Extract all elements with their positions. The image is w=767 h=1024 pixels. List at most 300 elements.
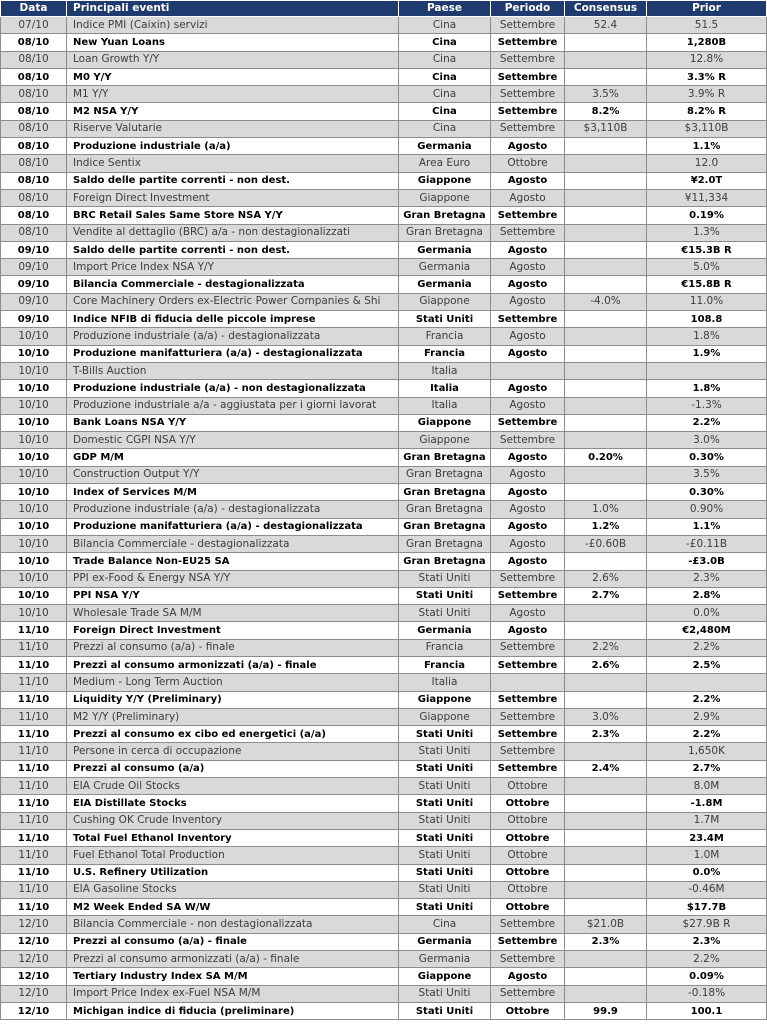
row-period: Agosto	[491, 535, 565, 552]
row-country: Italia	[399, 674, 491, 691]
row-country: Stati Uniti	[399, 881, 491, 898]
row-consensus	[565, 259, 647, 276]
row-date: 10/10	[1, 345, 67, 362]
row-country: Gran Bretagna	[399, 449, 491, 466]
table-row	[1, 639, 767, 656]
row-date: 11/10	[1, 864, 67, 881]
row-event: M2 Week Ended SA W/W	[67, 899, 399, 916]
row-prior: 2.2%	[647, 726, 767, 743]
row-consensus	[565, 224, 647, 241]
table-row	[1, 259, 767, 276]
row-period: Settembre	[491, 760, 565, 777]
table-row	[1, 933, 767, 950]
row-event: Bilancia Commerciale - destagionalizzata	[67, 535, 399, 552]
row-country: Gran Bretagna	[399, 553, 491, 570]
row-date: 08/10	[1, 86, 67, 103]
row-event: Trade Balance Non-EU25 SA	[67, 553, 399, 570]
table-row	[1, 224, 767, 241]
table-row	[1, 362, 767, 379]
row-event: BRC Retail Sales Same Store NSA Y/Y	[67, 207, 399, 224]
row-consensus	[565, 985, 647, 1002]
row-country: Germania	[399, 241, 491, 258]
row-prior: 23.4M	[647, 829, 767, 846]
row-event: M1 Y/Y	[67, 86, 399, 103]
row-consensus: 8.2%	[565, 103, 647, 120]
row-period: Ottobre	[491, 155, 565, 172]
row-consensus	[565, 328, 647, 345]
table-row	[1, 397, 767, 414]
table-row	[1, 916, 767, 933]
row-country: Stati Uniti	[399, 743, 491, 760]
row-date: 09/10	[1, 259, 67, 276]
row-date: 10/10	[1, 605, 67, 622]
row-country: Stati Uniti	[399, 587, 491, 604]
row-event: New Yuan Loans	[67, 34, 399, 51]
row-event: Liquidity Y/Y (Preliminary)	[67, 691, 399, 708]
row-period: Settembre	[491, 916, 565, 933]
row-prior: -£0.11B	[647, 535, 767, 552]
row-date: 11/10	[1, 795, 67, 812]
row-period: Settembre	[491, 726, 565, 743]
row-event: Produzione industriale (a/a)	[67, 138, 399, 155]
row-country: Germania	[399, 138, 491, 155]
row-period: Agosto	[491, 622, 565, 639]
row-consensus: 3.0%	[565, 708, 647, 725]
row-consensus: 2.4%	[565, 760, 647, 777]
row-country: Gran Bretagna	[399, 501, 491, 518]
table-row	[1, 968, 767, 985]
row-prior: €15.3B R	[647, 241, 767, 258]
row-period: Agosto	[491, 605, 565, 622]
row-country: Giappone	[399, 691, 491, 708]
row-event: PPI NSA Y/Y	[67, 587, 399, 604]
row-consensus: 2.3%	[565, 933, 647, 950]
row-period: Ottobre	[491, 795, 565, 812]
row-date: 10/10	[1, 484, 67, 501]
row-prior	[647, 674, 767, 691]
row-date: 07/10	[1, 17, 67, 34]
row-event: Prezzi al consumo (a/a) - finale	[67, 933, 399, 950]
row-prior: 8.0M	[647, 778, 767, 795]
row-consensus	[565, 207, 647, 224]
row-event: Produzione industriale (a/a) - destagionalizzata	[67, 501, 399, 518]
row-event: Foreign Direct Investment	[67, 189, 399, 206]
row-prior: $17.7B	[647, 899, 767, 916]
row-period	[491, 362, 565, 379]
table-row	[1, 293, 767, 310]
row-prior: 3.5%	[647, 466, 767, 483]
row-country: Stati Uniti	[399, 985, 491, 1002]
row-date: 12/10	[1, 985, 67, 1002]
row-date: 10/10	[1, 466, 67, 483]
table-row	[1, 760, 767, 777]
row-event: Construction Output Y/Y	[67, 466, 399, 483]
row-date: 09/10	[1, 241, 67, 258]
row-consensus	[565, 155, 647, 172]
header-date: Data	[1, 1, 67, 17]
table-row	[1, 484, 767, 501]
row-date: 11/10	[1, 708, 67, 725]
row-consensus: 0.20%	[565, 449, 647, 466]
row-prior: 51.5	[647, 17, 767, 34]
row-period: Settembre	[491, 691, 565, 708]
row-event: Bilancia Commerciale - non destagionalizzata	[67, 916, 399, 933]
row-consensus: 2.7%	[565, 587, 647, 604]
row-period: Agosto	[491, 293, 565, 310]
row-consensus: 1.2%	[565, 518, 647, 535]
row-event: Vendite al dettaglio (BRC) a/a - non destagionalizzati	[67, 224, 399, 241]
row-event: Fuel Ethanol Total Production	[67, 847, 399, 864]
row-prior: 5.0%	[647, 259, 767, 276]
row-date: 11/10	[1, 899, 67, 916]
row-period: Settembre	[491, 51, 565, 68]
row-country: Cina	[399, 51, 491, 68]
row-event: Cushing OK Crude Inventory	[67, 812, 399, 829]
row-event: Medium - Long Term Auction	[67, 674, 399, 691]
row-date: 10/10	[1, 553, 67, 570]
row-country: Giappone	[399, 172, 491, 189]
row-consensus	[565, 432, 647, 449]
row-period: Settembre	[491, 103, 565, 120]
row-period: Settembre	[491, 86, 565, 103]
table-row	[1, 120, 767, 137]
row-period: Agosto	[491, 276, 565, 293]
row-prior: $27.9B R	[647, 916, 767, 933]
row-event: Import Price Index ex-Fuel NSA M/M	[67, 985, 399, 1002]
row-country: Gran Bretagna	[399, 484, 491, 501]
row-date: 11/10	[1, 639, 67, 656]
row-consensus	[565, 362, 647, 379]
row-date: 10/10	[1, 328, 67, 345]
row-country: Stati Uniti	[399, 812, 491, 829]
row-consensus	[565, 414, 647, 431]
table-row	[1, 34, 767, 51]
row-country: Cina	[399, 86, 491, 103]
row-period: Settembre	[491, 432, 565, 449]
row-country: Germania	[399, 622, 491, 639]
header-row	[1, 1, 767, 17]
table-row	[1, 241, 767, 258]
row-country: Gran Bretagna	[399, 518, 491, 535]
row-country: Area Euro	[399, 155, 491, 172]
row-consensus: 3.5%	[565, 86, 647, 103]
table-row	[1, 207, 767, 224]
table-row	[1, 432, 767, 449]
row-consensus	[565, 311, 647, 328]
table-row	[1, 518, 767, 535]
row-consensus	[565, 829, 647, 846]
row-country: Gran Bretagna	[399, 466, 491, 483]
row-prior: ¥2.0T	[647, 172, 767, 189]
row-prior: 2.3%	[647, 933, 767, 950]
row-date: 08/10	[1, 155, 67, 172]
table-row	[1, 553, 767, 570]
row-consensus: -£0.60B	[565, 535, 647, 552]
row-date: 12/10	[1, 1002, 67, 1019]
row-consensus	[565, 34, 647, 51]
table-body	[1, 17, 767, 1020]
row-date: 11/10	[1, 674, 67, 691]
row-period: Ottobre	[491, 829, 565, 846]
row-prior: 1.1%	[647, 518, 767, 535]
row-country: Italia	[399, 397, 491, 414]
row-period: Agosto	[491, 501, 565, 518]
row-period: Agosto	[491, 259, 565, 276]
row-prior: 1.8%	[647, 328, 767, 345]
row-period: Ottobre	[491, 881, 565, 898]
row-event: GDP M/M	[67, 449, 399, 466]
row-period: Ottobre	[491, 778, 565, 795]
table-row	[1, 812, 767, 829]
row-country: Stati Uniti	[399, 795, 491, 812]
row-event: Saldo delle partite correnti - non dest.	[67, 172, 399, 189]
row-consensus: $21.0B	[565, 916, 647, 933]
table-row	[1, 138, 767, 155]
row-date: 08/10	[1, 138, 67, 155]
table-row	[1, 985, 767, 1002]
row-period: Ottobre	[491, 864, 565, 881]
row-prior: -0.18%	[647, 985, 767, 1002]
row-event: Prezzi al consumo armonizzati (a/a) - finale	[67, 656, 399, 673]
row-date: 10/10	[1, 449, 67, 466]
row-event: Bilancia Commerciale - destagionalizzata	[67, 276, 399, 293]
row-event: Loan Growth Y/Y	[67, 51, 399, 68]
row-prior: 2.5%	[647, 656, 767, 673]
row-country: Cina	[399, 34, 491, 51]
row-period: Settembre	[491, 120, 565, 137]
row-country: Cina	[399, 17, 491, 34]
row-date: 08/10	[1, 68, 67, 85]
row-event: Foreign Direct Investment	[67, 622, 399, 639]
header-event: Principali eventi	[67, 1, 399, 17]
row-country: Cina	[399, 103, 491, 120]
row-prior: 100.1	[647, 1002, 767, 1019]
row-consensus	[565, 881, 647, 898]
row-consensus: 2.6%	[565, 570, 647, 587]
row-consensus	[565, 397, 647, 414]
table-row	[1, 899, 767, 916]
row-country: Germania	[399, 259, 491, 276]
row-country: Stati Uniti	[399, 726, 491, 743]
row-period: Agosto	[491, 172, 565, 189]
row-period: Settembre	[491, 34, 565, 51]
table-row	[1, 622, 767, 639]
row-prior: 1.0M	[647, 847, 767, 864]
row-event: Prezzi al consumo ex cibo ed energetici (a/a)	[67, 726, 399, 743]
row-period: Agosto	[491, 397, 565, 414]
row-consensus	[565, 276, 647, 293]
row-event: Michigan indice di fiducia (preliminare)	[67, 1002, 399, 1019]
row-date: 08/10	[1, 172, 67, 189]
row-prior: 0.0%	[647, 605, 767, 622]
row-date: 10/10	[1, 501, 67, 518]
row-consensus: -4.0%	[565, 293, 647, 310]
row-country: Stati Uniti	[399, 311, 491, 328]
row-date: 11/10	[1, 812, 67, 829]
row-country: Giappone	[399, 968, 491, 985]
row-prior: ¥11,334	[647, 189, 767, 206]
row-consensus	[565, 241, 647, 258]
row-country: Francia	[399, 656, 491, 673]
row-prior: $3,110B	[647, 120, 767, 137]
row-prior: 0.09%	[647, 968, 767, 985]
row-date: 11/10	[1, 829, 67, 846]
row-date: 11/10	[1, 847, 67, 864]
row-period: Ottobre	[491, 899, 565, 916]
row-consensus	[565, 345, 647, 362]
row-period: Settembre	[491, 570, 565, 587]
row-date: 11/10	[1, 726, 67, 743]
row-prior: 1.9%	[647, 345, 767, 362]
header-consensus: Consensus	[565, 1, 647, 17]
header-country: Paese	[399, 1, 491, 17]
row-country: Stati Uniti	[399, 847, 491, 864]
table-row	[1, 881, 767, 898]
row-consensus	[565, 691, 647, 708]
row-country: Giappone	[399, 189, 491, 206]
row-prior: 2.2%	[647, 951, 767, 968]
row-period: Settembre	[491, 708, 565, 725]
row-date: 08/10	[1, 103, 67, 120]
row-prior: 2.3%	[647, 570, 767, 587]
table-row	[1, 466, 767, 483]
row-country: Giappone	[399, 708, 491, 725]
row-period: Settembre	[491, 951, 565, 968]
table-row	[1, 328, 767, 345]
row-country: Giappone	[399, 414, 491, 431]
row-period: Settembre	[491, 414, 565, 431]
row-period: Agosto	[491, 138, 565, 155]
row-prior: 12.0	[647, 155, 767, 172]
table-row	[1, 605, 767, 622]
row-event: Persone in cerca di occupazione	[67, 743, 399, 760]
row-country: Cina	[399, 120, 491, 137]
row-consensus	[565, 968, 647, 985]
row-country: Stati Uniti	[399, 899, 491, 916]
row-date: 08/10	[1, 120, 67, 137]
row-prior: 3.0%	[647, 432, 767, 449]
row-prior: 12.8%	[647, 51, 767, 68]
row-event: M2 Y/Y (Preliminary)	[67, 708, 399, 725]
row-country: Giappone	[399, 293, 491, 310]
row-country: Germania	[399, 276, 491, 293]
table-row	[1, 380, 767, 397]
row-period: Settembre	[491, 656, 565, 673]
row-country: Stati Uniti	[399, 778, 491, 795]
row-consensus	[565, 864, 647, 881]
row-period: Settembre	[491, 224, 565, 241]
row-country: Stati Uniti	[399, 570, 491, 587]
table-row	[1, 847, 767, 864]
row-date: 09/10	[1, 293, 67, 310]
row-consensus	[565, 189, 647, 206]
row-date: 08/10	[1, 189, 67, 206]
row-consensus	[565, 743, 647, 760]
table-row	[1, 656, 767, 673]
row-prior: 2.9%	[647, 708, 767, 725]
table-row	[1, 708, 767, 725]
row-period: Agosto	[491, 968, 565, 985]
row-event: Indice PMI (Caixin) servizi	[67, 17, 399, 34]
table-row	[1, 51, 767, 68]
row-consensus	[565, 812, 647, 829]
row-date: 11/10	[1, 778, 67, 795]
row-date: 11/10	[1, 656, 67, 673]
row-date: 12/10	[1, 933, 67, 950]
row-date: 12/10	[1, 951, 67, 968]
table-row	[1, 587, 767, 604]
row-consensus	[565, 778, 647, 795]
row-prior: -£3.0B	[647, 553, 767, 570]
row-period: Settembre	[491, 207, 565, 224]
header-period: Periodo	[491, 1, 565, 17]
row-prior: 1,650K	[647, 743, 767, 760]
row-country: Germania	[399, 951, 491, 968]
row-date: 08/10	[1, 207, 67, 224]
row-consensus	[565, 380, 647, 397]
row-consensus	[565, 553, 647, 570]
row-period: Settembre	[491, 933, 565, 950]
row-prior: 2.2%	[647, 691, 767, 708]
table-row	[1, 172, 767, 189]
row-event: Index of Services M/M	[67, 484, 399, 501]
row-event: EIA Gasoline Stocks	[67, 881, 399, 898]
row-country: Italia	[399, 362, 491, 379]
row-period: Ottobre	[491, 812, 565, 829]
row-prior: 1,280B	[647, 34, 767, 51]
row-period: Agosto	[491, 449, 565, 466]
row-date: 10/10	[1, 380, 67, 397]
row-event: PPI ex-Food & Energy NSA Y/Y	[67, 570, 399, 587]
row-date: 12/10	[1, 968, 67, 985]
row-period: Ottobre	[491, 1002, 565, 1019]
row-event: M0 Y/Y	[67, 68, 399, 85]
row-event: Prezzi al consumo (a/a) - finale	[67, 639, 399, 656]
row-country: Francia	[399, 639, 491, 656]
row-date: 12/10	[1, 916, 67, 933]
table-row	[1, 449, 767, 466]
row-country: Stati Uniti	[399, 1002, 491, 1019]
table-row	[1, 674, 767, 691]
row-country: Cina	[399, 68, 491, 85]
row-period: Settembre	[491, 743, 565, 760]
row-event: Bank Loans NSA Y/Y	[67, 414, 399, 431]
row-consensus: 99.9	[565, 1002, 647, 1019]
table-row	[1, 570, 767, 587]
row-date: 08/10	[1, 224, 67, 241]
row-date: 10/10	[1, 397, 67, 414]
row-country: Giappone	[399, 432, 491, 449]
row-prior: 0.0%	[647, 864, 767, 881]
row-date: 09/10	[1, 311, 67, 328]
row-date: 10/10	[1, 535, 67, 552]
table-row	[1, 189, 767, 206]
row-period: Agosto	[491, 328, 565, 345]
row-event: Indice Sentix	[67, 155, 399, 172]
row-prior: 0.30%	[647, 449, 767, 466]
row-period: Settembre	[491, 639, 565, 656]
row-consensus	[565, 605, 647, 622]
row-prior: 108.8	[647, 311, 767, 328]
table-row	[1, 68, 767, 85]
row-prior: 2.2%	[647, 414, 767, 431]
table-row	[1, 345, 767, 362]
row-date: 10/10	[1, 518, 67, 535]
row-period: Agosto	[491, 518, 565, 535]
row-consensus: $3,110B	[565, 120, 647, 137]
row-country: Francia	[399, 345, 491, 362]
row-event: Indice NFIB di fiducia delle piccole imprese	[67, 311, 399, 328]
